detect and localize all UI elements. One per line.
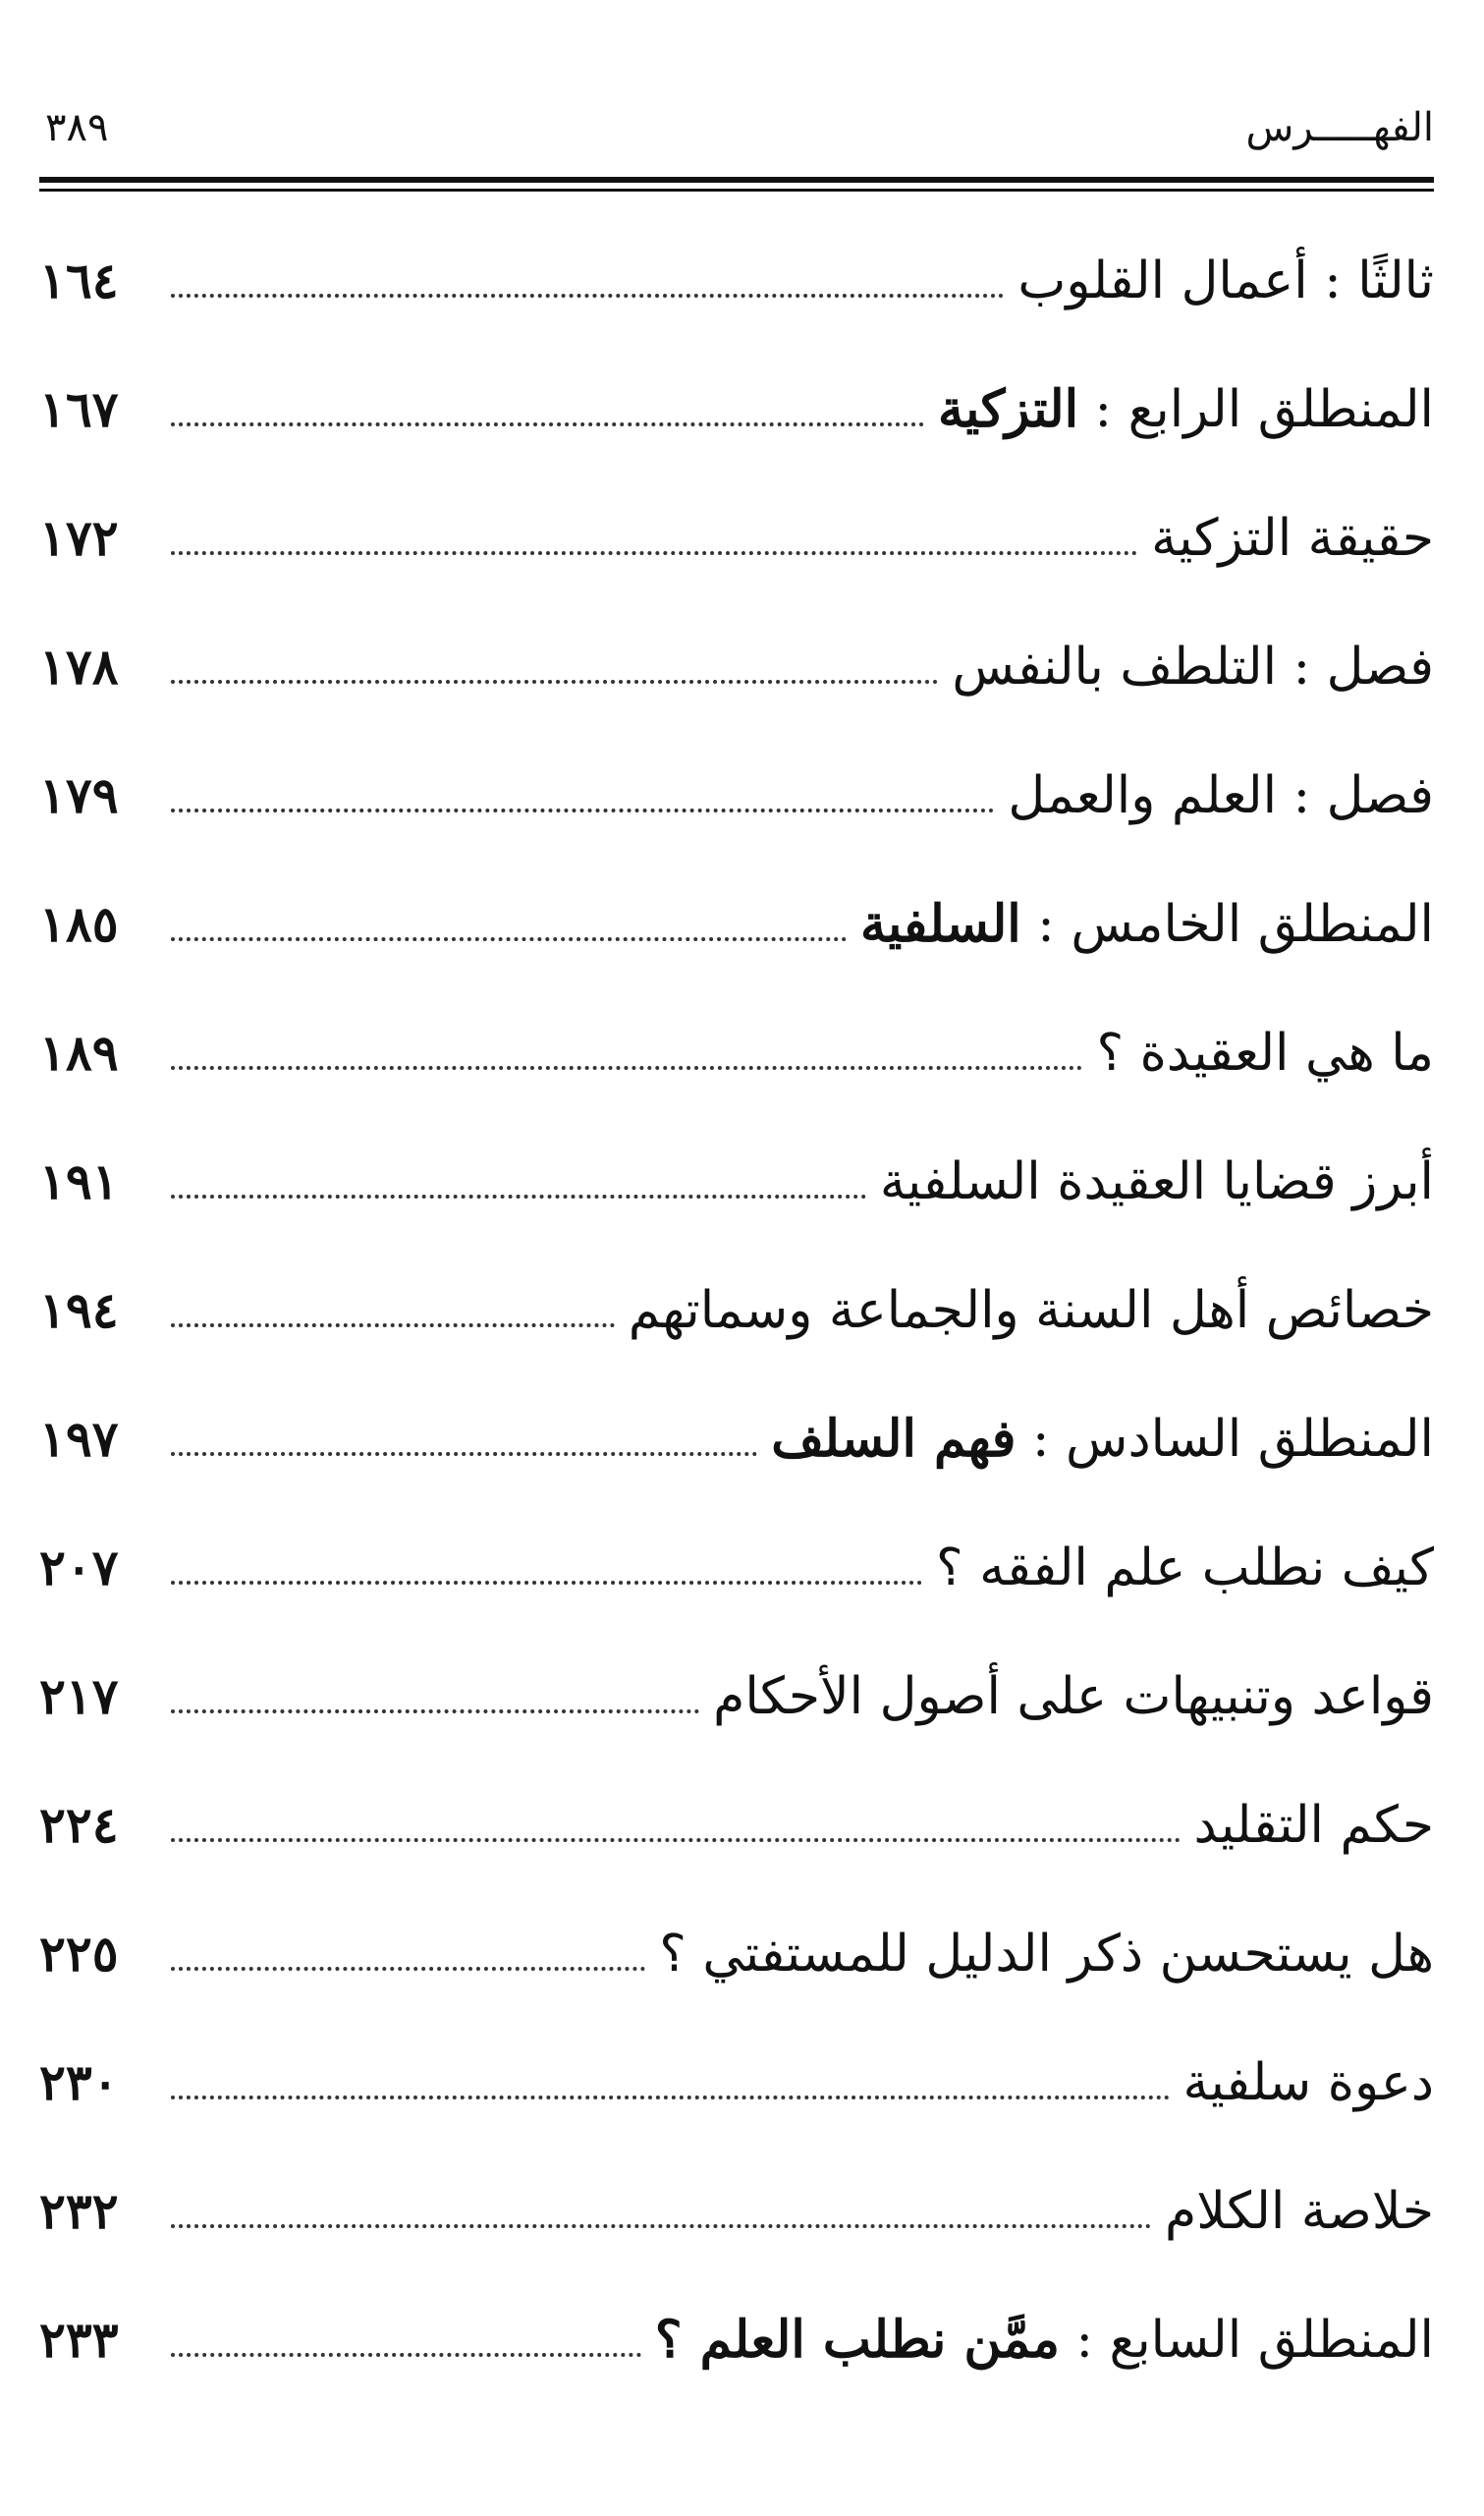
dot-leader (171, 422, 924, 426)
entry-label: كيف نطلب علم الفقه ؟ (935, 1538, 1434, 1597)
toc-entry (39, 988, 1434, 1117)
dot-leader (171, 294, 1004, 298)
entry-page-number: ٢٣٣ (39, 2311, 119, 2369)
entry-section-name: السلفية (859, 894, 1021, 954)
toc-entry (39, 474, 1434, 602)
entry-page-number: ١٦٧ (39, 380, 119, 438)
entry-label: المنطلق الرابع : (1078, 380, 1434, 439)
dot-leader (171, 1709, 699, 1713)
page-number: ٣٨٩ (45, 105, 109, 150)
toc-entry (39, 1761, 1434, 1889)
entry-title (1183, 2048, 1434, 2117)
dot-leader (171, 2096, 1170, 2099)
toc-entry (39, 2275, 1434, 2404)
document-page (39, 0, 1434, 2516)
dot-leader (171, 2353, 641, 2357)
entry-title (771, 1405, 1434, 1474)
entry-label: خصائص أهل السنة والجماعة وسماتهم (628, 1281, 1434, 1340)
entry-title (1194, 1791, 1435, 1860)
entry-title (860, 890, 1434, 959)
entry-title (938, 375, 1434, 444)
dot-leader (171, 2224, 1151, 2228)
header-rule-thick (39, 177, 1434, 183)
toc-entry (39, 2147, 1434, 2275)
page-header (39, 93, 1434, 162)
toc-entry (39, 1503, 1434, 1632)
dot-leader (171, 937, 847, 941)
entry-title (659, 1920, 1434, 1988)
entry-label: هل يستحسن ذكر الدليل للمستفتي ؟ (659, 1925, 1434, 1984)
entry-page-number: ١٩١ (39, 1152, 119, 1210)
dot-leader (171, 1066, 1082, 1070)
toc-entry (39, 1246, 1434, 1374)
entry-page-number: ١٨٥ (39, 895, 119, 953)
entry-section-name: التزكية (938, 379, 1079, 439)
entry-page-number: ١٧٩ (39, 766, 119, 824)
dot-leader (171, 1195, 866, 1199)
entry-label: ما هي العقيدة ؟ (1096, 1024, 1434, 1083)
entry-title (1165, 2177, 1434, 2246)
entry-page-number: ٢٢٥ (39, 1925, 119, 1983)
dot-leader (171, 680, 938, 684)
entry-label: خلاصة الكلام (1165, 2182, 1434, 2241)
entry-section-name: فهم السلف (771, 1409, 1017, 1469)
dot-leader (171, 1967, 645, 1971)
toc-entry (39, 1117, 1434, 1246)
table-of-contents (39, 216, 1434, 2404)
entry-page-number: ٢١٧ (39, 1667, 119, 1725)
entry-page-number: ١٧٨ (39, 638, 119, 696)
entry-title (655, 2306, 1434, 2375)
dot-leader (171, 1581, 922, 1585)
entry-label: المنطلق السادس : (1016, 1410, 1434, 1469)
entry-page-number: ١٩٧ (39, 1410, 119, 1468)
running-title: الفهـــــرس (1245, 105, 1434, 150)
entry-page-number: ١٧٢ (39, 509, 119, 567)
entry-label: المنطلق السابع : (1059, 2311, 1434, 2370)
dot-leader (171, 551, 1137, 555)
entry-section-name: ممَّن نطلب العلم ؟ (654, 2310, 1060, 2370)
entry-page-number: ١٦٤ (39, 252, 119, 309)
entry-label: قواعد وتنبيهات على أصول الأحكام (713, 1667, 1434, 1726)
toc-entry (39, 2018, 1434, 2147)
entry-page-number: ٢٢٤ (39, 1796, 119, 1854)
entry-title (936, 1534, 1434, 1602)
dot-leader (171, 809, 994, 812)
entry-page-number: ١٩٤ (39, 1281, 119, 1339)
entry-label: حكم التقليد (1193, 1796, 1434, 1855)
header-rule-thin (39, 189, 1434, 192)
entry-label: المنطلق الخامس : (1020, 895, 1434, 954)
entry-title (1017, 247, 1434, 315)
dot-leader (171, 1838, 1181, 1842)
entry-label: أبرز قضايا العقيدة السلفية (879, 1152, 1434, 1211)
toc-entry (39, 602, 1434, 731)
toc-entry (39, 345, 1434, 474)
toc-entry (39, 216, 1434, 345)
toc-entry (39, 1374, 1434, 1503)
entry-page-number: ١٨٩ (39, 1024, 119, 1082)
entry-title (629, 1276, 1434, 1345)
entry-label: حقيقة التزكية (1151, 509, 1434, 568)
entry-title (952, 633, 1434, 701)
entry-label: دعوة سلفية (1182, 2053, 1434, 2112)
entry-page-number: ٢٣٢ (39, 2182, 119, 2240)
entry-title (880, 1147, 1434, 1216)
entry-title (1151, 504, 1434, 573)
entry-page-number: ٢٠٧ (39, 1538, 119, 1596)
entry-label: فصل : العلم والعمل (1008, 766, 1434, 825)
toc-entry (39, 731, 1434, 860)
dot-leader (171, 1323, 615, 1327)
entry-label: فصل : التلطف بالنفس (952, 638, 1434, 697)
entry-title (1008, 761, 1434, 830)
dot-leader (171, 1452, 757, 1456)
toc-entry (39, 1632, 1434, 1761)
toc-entry (39, 1889, 1434, 2018)
entry-label: ثالثًا : أعمال القلوب (1017, 252, 1434, 310)
toc-entry (39, 860, 1434, 988)
entry-page-number: ٢٣٠ (39, 2053, 119, 2111)
entry-title (1096, 1019, 1434, 1088)
entry-title (713, 1662, 1434, 1731)
